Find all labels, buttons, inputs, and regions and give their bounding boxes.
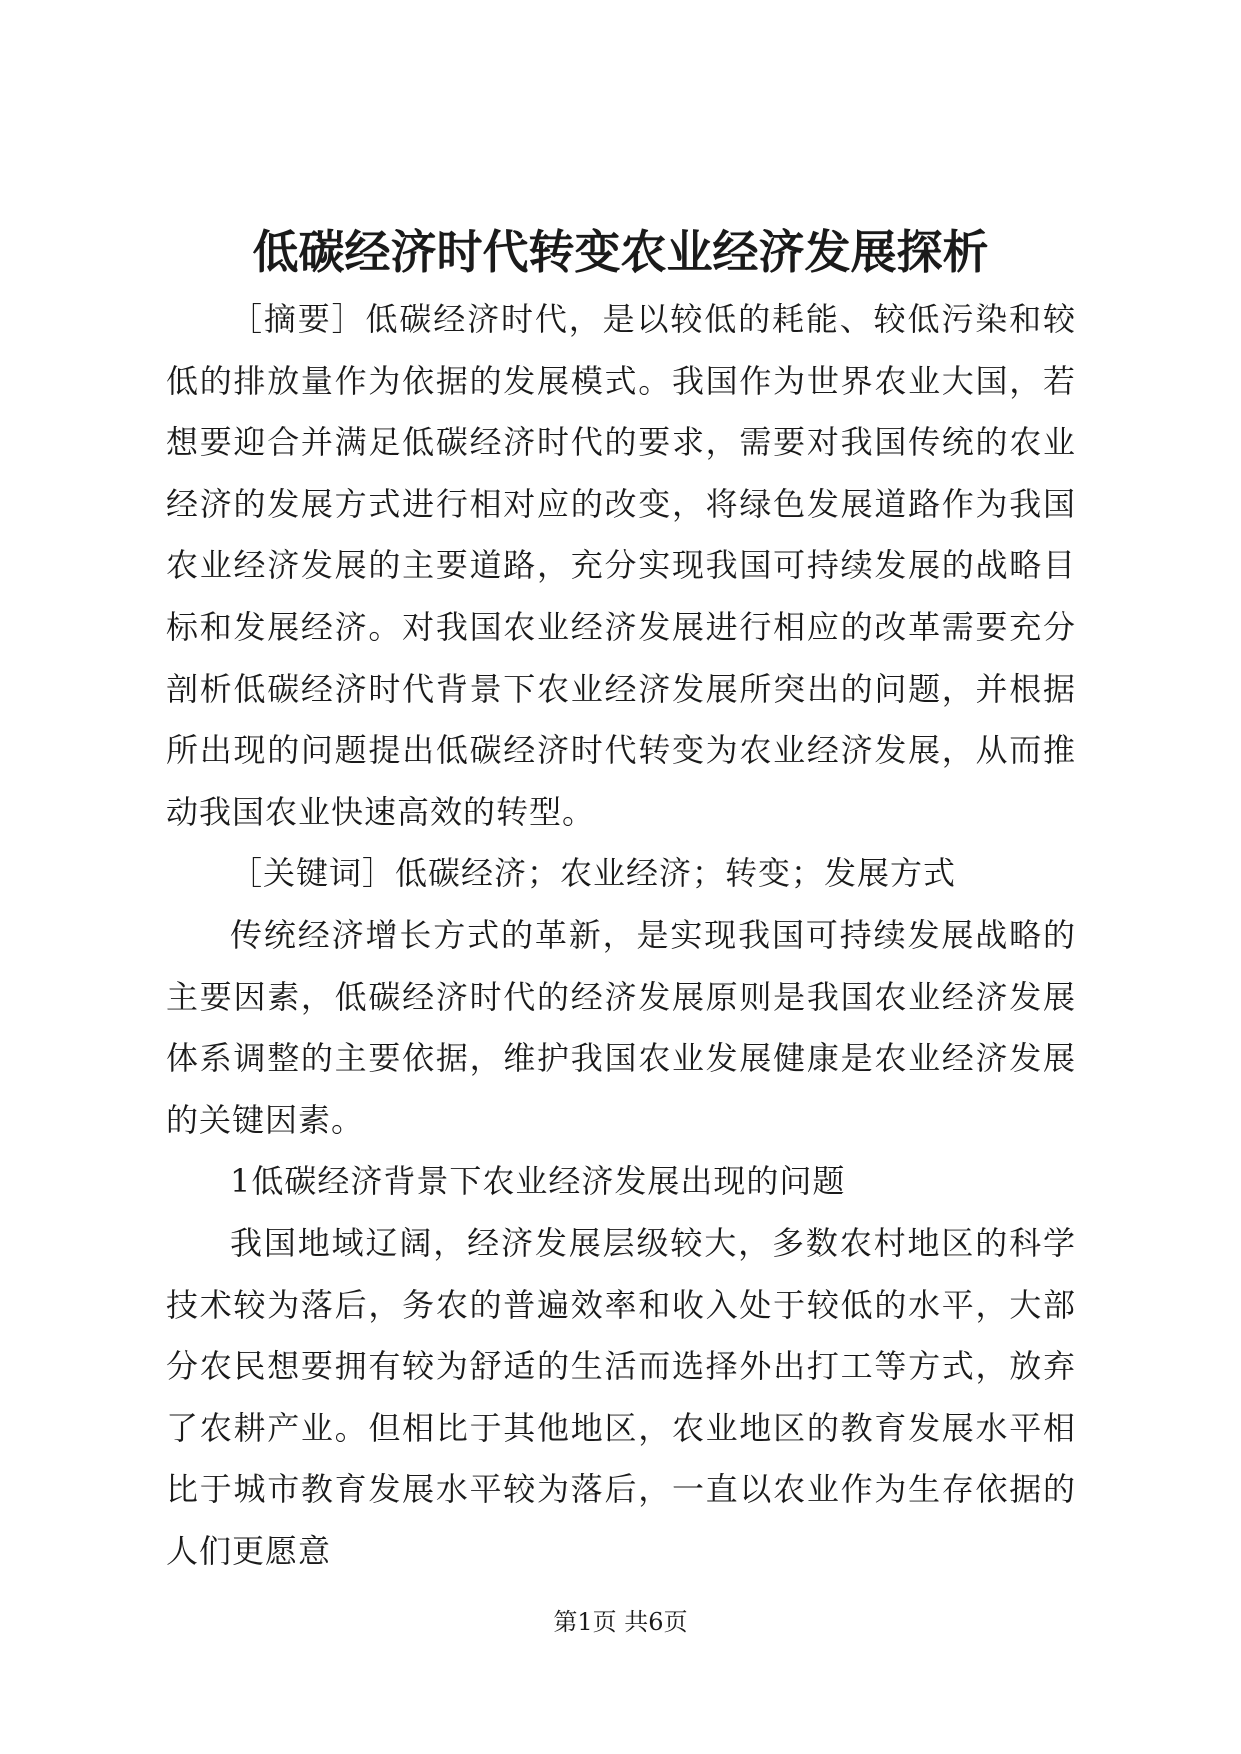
section-paragraph: 我国地域辽阔，经济发展层级较大，多数农村地区的科学技术较为落后，务农的普遍效率和收入处于较低的水平，大部分农民想要拥有较为舒适的生活而选择外出打工等方式，放弃了农耕产业。但相比于其他地区，农业地区的教育发展水平相比于城市教育发展水平较为落后，一直以农业作为生存依据的人们更愿意 [166, 1223, 1076, 1570]
keywords-paragraph: ［关键词］低碳经济；农业经济；转变；发展方式 [230, 854, 957, 893]
page-number-footer: 第1页 共6页 [553, 1608, 688, 1636]
section-heading: 1低碳经济背景下农业经济发展出现的问题 [230, 1162, 846, 1201]
intro-paragraph: 传统经济增长方式的革新，是实现我国可持续发展战略的主要因素，低碳经济时代的经济发展原则是我国农业经济发展体系调整的主要依据，维护我国农业发展健康是农业经济发展的关键因素。 [166, 915, 1076, 1139]
document-title: 低碳经济时代转变农业经济发展探析 [252, 225, 989, 279]
abstract-paragraph: ［摘要］低碳经济时代，是以较低的耗能、较低污染和较低的排放量作为依据的发展模式。我国作为世界农业大国，若想要迎合并满足低碳经济时代的要求，需要对我国传统的农业经济的发展方式进行相对应的改变，将绿色发展道路作为我国农业经济发展的主要道路，充分实现我国可持续发展的战略目标和发展经济。对我国农业经济发展进行相应的改革需要充分剖析低碳经济时代背景下农业经济发展所突出的问题，并根据所出现的问题提出低碳经济时代转变为农业经济发展，从而推动我国农业快速高效的转型。 [166, 300, 1076, 831]
document-body [166, 289, 1076, 1582]
